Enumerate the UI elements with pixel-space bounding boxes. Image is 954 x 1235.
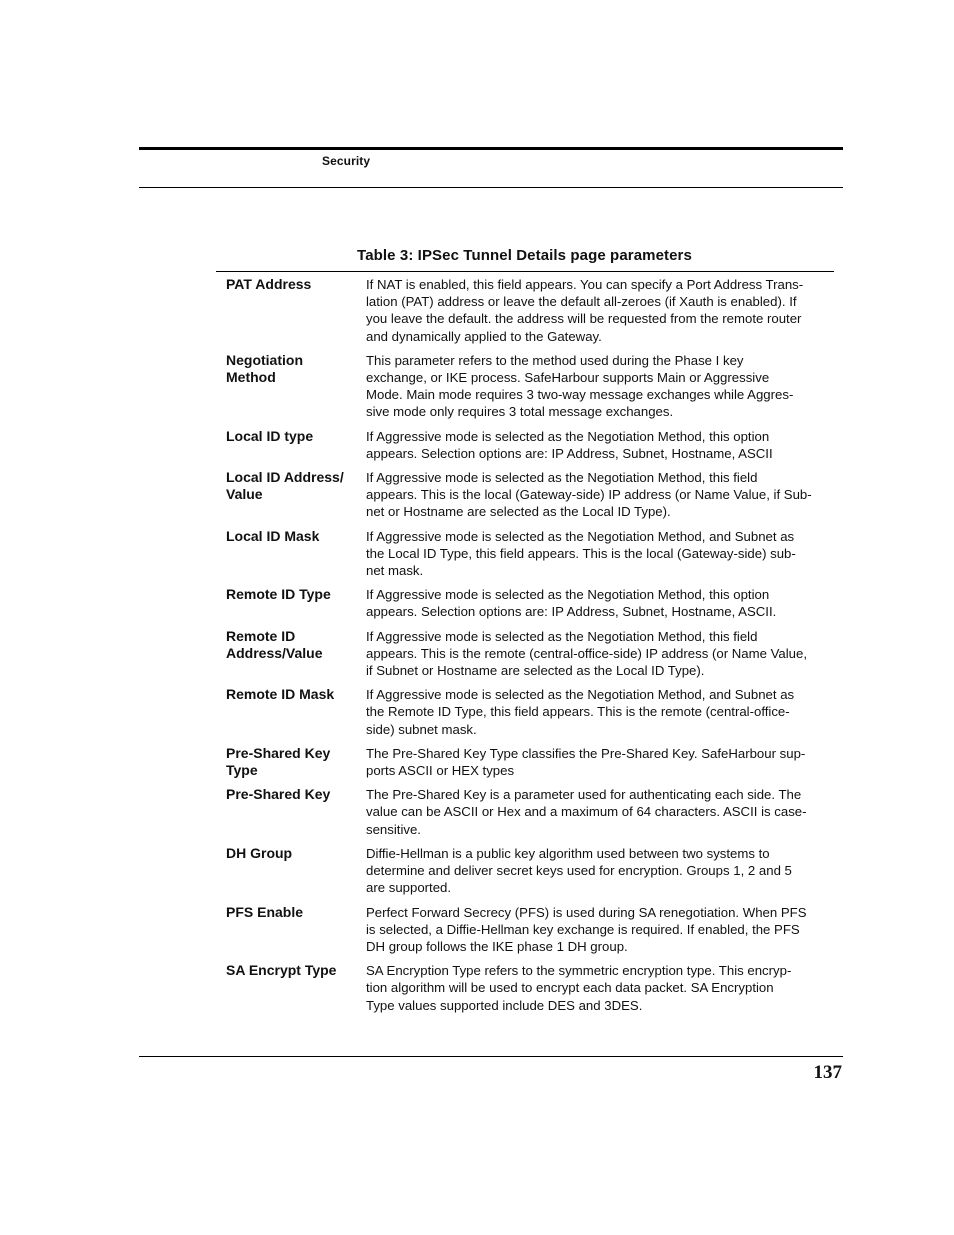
parameter-name: Remote ID Type	[226, 586, 331, 603]
parameter-name: PFS Enable	[226, 903, 304, 920]
parameter-description: If Aggressive mode is selected as the Negotiation Method, this field appears. This is the local (Gateway-side) IP address (or Name Value, if Sub- net or Hostname are selected as the Local ID Type).	[366, 470, 812, 520]
parameter-description: Perfect Forward Secrecy (PFS) is used during SA renegotiation. When PFS is selected, a Diffie-Hellman key exchange is required. If enabled, the PFS DH group follows the IKE phase 1 DH group.	[366, 904, 807, 954]
header-rule-thin	[139, 187, 843, 188]
page-number: 137	[813, 1062, 842, 1083]
table-row	[226, 628, 830, 680]
parameter-description: If Aggressive mode is selected as the Negotiation Method, this field appears. This is the remote (central-office-side) IP address (or Name Value, if Subnet or Hostname are selected as the Local ID Type).	[366, 628, 808, 679]
parameter-name: Remote ID Mask	[226, 686, 335, 703]
parameter-table	[226, 276, 830, 1021]
parameter-description: If Aggressive mode is selected as the Negotiation Method, and Subnet as the Remote ID Type, this field appears. This is the remote (central-office- side) subnet mask.	[366, 687, 795, 737]
table-row	[226, 686, 830, 738]
parameter-description: If Aggressive mode is selected as the Negotiation Method, this option appears. Selection options are: IP Address, Subnet, Hostname, ASCII.	[366, 587, 777, 620]
parameter-name: DH Group	[226, 844, 293, 861]
parameter-description: SA Encryption Type refers to the symmetric encryption type. This encryp- tion algorithm will be used to encrypt each data packet. SA Encryption Type values supported include DES and 3DES.	[366, 963, 792, 1013]
table-row	[226, 428, 830, 462]
table-row	[226, 845, 830, 897]
table-row	[226, 528, 830, 580]
table-top-rule	[216, 271, 834, 272]
table-row	[226, 276, 830, 345]
parameter-name: PAT Address	[226, 276, 312, 292]
table-row	[226, 586, 830, 620]
parameter-name: Pre-Shared Key	[226, 786, 331, 803]
table-caption: Table 3: IPSec Tunnel Details page parameters	[357, 247, 692, 264]
parameter-description: If Aggressive mode is selected as the Negotiation Method, and Subnet as the Local ID Type, this field appears. This is the local (Gateway-side) sub- net mask.	[366, 528, 796, 579]
table-row	[226, 904, 830, 956]
table-row	[226, 962, 830, 1014]
running-head: Security	[322, 154, 371, 168]
footer-rule	[139, 1056, 843, 1057]
parameter-description: The Pre-Shared Key Type classifies the Pre-Shared Key. SafeHarbour sup- ports ASCII or HEX types	[366, 745, 806, 779]
parameter-description: Diffie-Hellman is a public key algorithm used between two systems to determine and deliver secret keys used for encryption. Groups 1, 2 and 5 are supported.	[366, 845, 792, 896]
parameter-name: Remote ID Address/Value	[226, 627, 323, 661]
parameter-name: Local ID type	[226, 427, 314, 444]
parameter-description: If Aggressive mode is selected as the Negotiation Method, this option appears. Selection options are: IP Address, Subnet, Hostname, ASCII	[366, 428, 773, 461]
table-row	[226, 352, 830, 421]
parameter-name: Negotiation Method	[226, 351, 303, 386]
parameter-description: The Pre-Shared Key is a parameter used for authenticating each side. The value can be ASCII or Hex and a maximum of 64 characters. ASCII is case- sensitive.	[366, 787, 807, 837]
parameter-name: Pre-Shared Key Type	[226, 744, 331, 779]
header-rule-thick	[139, 147, 843, 150]
table-row	[226, 469, 830, 521]
table-row	[226, 745, 830, 779]
table-row	[226, 786, 830, 838]
parameter-name: Local ID Address/ Value	[226, 469, 344, 503]
parameter-name: SA Encrypt Type	[226, 962, 337, 979]
parameter-description: If NAT is enabled, this field appears. You can specify a Port Address Trans- lation (PAT) address or leave the default all-zeroes (if Xauth is enabled). If you leave the default. the address will be requested from the remote router and dynamically applied to the Gateway.	[366, 277, 804, 344]
parameter-description: This parameter refers to the method used during the Phase I key exchange, or IKE process. SafeHarbour supports Main or Aggressive Mode. Main mode requires 3 two-way message exchanges while Aggres- sive mode only requires 3 total message exchanges.	[366, 352, 794, 420]
parameter-name: Local ID Mask	[226, 527, 320, 544]
